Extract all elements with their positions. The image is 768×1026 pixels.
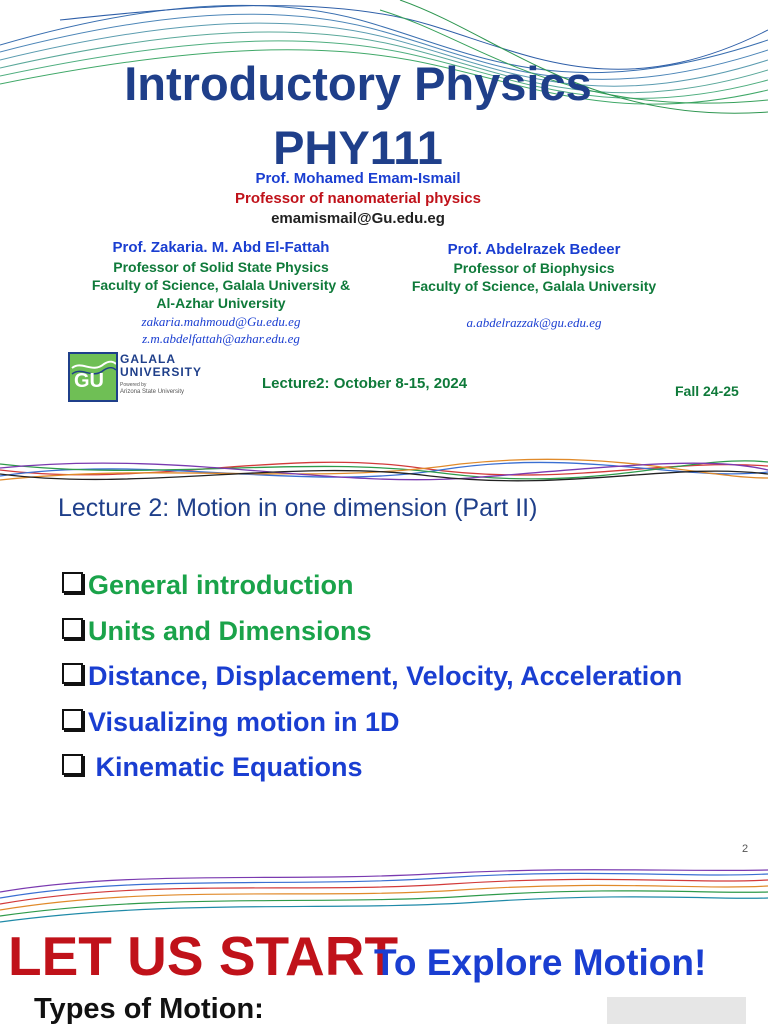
logo-name-line2: UNIVERSITY xyxy=(120,365,203,379)
right-professor-name: Prof. Abdelrazek Bedeer xyxy=(447,241,621,258)
left-professor-faculty: Faculty of Science, Galala University & xyxy=(91,277,351,293)
middle-wave-decoration xyxy=(0,448,768,494)
left-professor-email-2[interactable]: z.m.abdelfattah@azhar.edu.eg xyxy=(142,331,300,346)
logo-name-line1: GALALA xyxy=(120,352,176,366)
start-headline: LET US START xyxy=(8,925,399,987)
right-professor-faculty: Faculty of Science, Galala University xyxy=(411,278,657,294)
main-professor-email[interactable]: emamismail@Gu.edu.eg xyxy=(271,210,445,227)
lecture-date: Lecture2: October 8-15, 2024 xyxy=(262,375,468,392)
bullet-text: General introduction xyxy=(88,570,354,600)
logo-powered-by: Arizona State University xyxy=(120,389,185,395)
bullet-item xyxy=(62,661,682,692)
bullet-text: Units and Dimensions xyxy=(88,616,372,646)
right-professor-email[interactable]: a.abdelrazzak@gu.edu.eg xyxy=(466,315,602,330)
bullet-item xyxy=(62,570,354,601)
right-professor-role: Professor of Biophysics xyxy=(453,260,615,276)
types-of-motion-heading: Types of Motion: xyxy=(34,993,264,1025)
bullet-text: Kinematic Equations xyxy=(88,752,363,782)
main-professor-role: Professor of nanomaterial physics xyxy=(235,190,481,207)
left-professor-email-1[interactable]: zakaria.mahmoud@Gu.edu.eg xyxy=(141,314,301,329)
bullet-item xyxy=(62,616,372,647)
main-professor-name: Prof. Mohamed Emam-Ismail xyxy=(255,170,461,187)
bullet-text: Visualizing motion in 1D xyxy=(88,707,400,737)
logo-powered-label: Powered by xyxy=(120,382,147,388)
checkbox-bullet-icon xyxy=(62,754,83,775)
checkbox-bullet-icon xyxy=(62,572,83,593)
course-code: PHY111 xyxy=(273,121,443,174)
bullet-item xyxy=(62,752,363,783)
bullet-text: Distance, Displacement, Velocity, Acceleration xyxy=(88,661,683,691)
bullet-item xyxy=(62,707,400,738)
galala-university-logo xyxy=(68,352,218,402)
left-professor-role: Professor of Solid State Physics xyxy=(113,259,329,275)
logo-mark xyxy=(68,352,118,402)
explore-motion-headline: To Explore Motion! xyxy=(374,942,707,983)
page-number: 2 xyxy=(742,843,749,855)
logo-gu-text: GU xyxy=(74,370,104,392)
checkbox-bullet-icon xyxy=(62,709,83,730)
left-professor-university: Al-Azhar University xyxy=(156,295,286,311)
checkbox-bullet-icon xyxy=(62,663,83,684)
term-label: Fall 24-25 xyxy=(675,383,739,399)
bottom-wave-decoration xyxy=(0,864,768,924)
left-professor-name: Prof. Zakaria. M. Abd El-Fattah xyxy=(112,239,330,256)
lecture-title: Lecture 2: Motion in one dimension (Part II) xyxy=(58,494,538,522)
course-title: Introductory Physics xyxy=(124,57,592,110)
image-placeholder xyxy=(607,997,746,1024)
checkbox-bullet-icon xyxy=(62,618,83,639)
